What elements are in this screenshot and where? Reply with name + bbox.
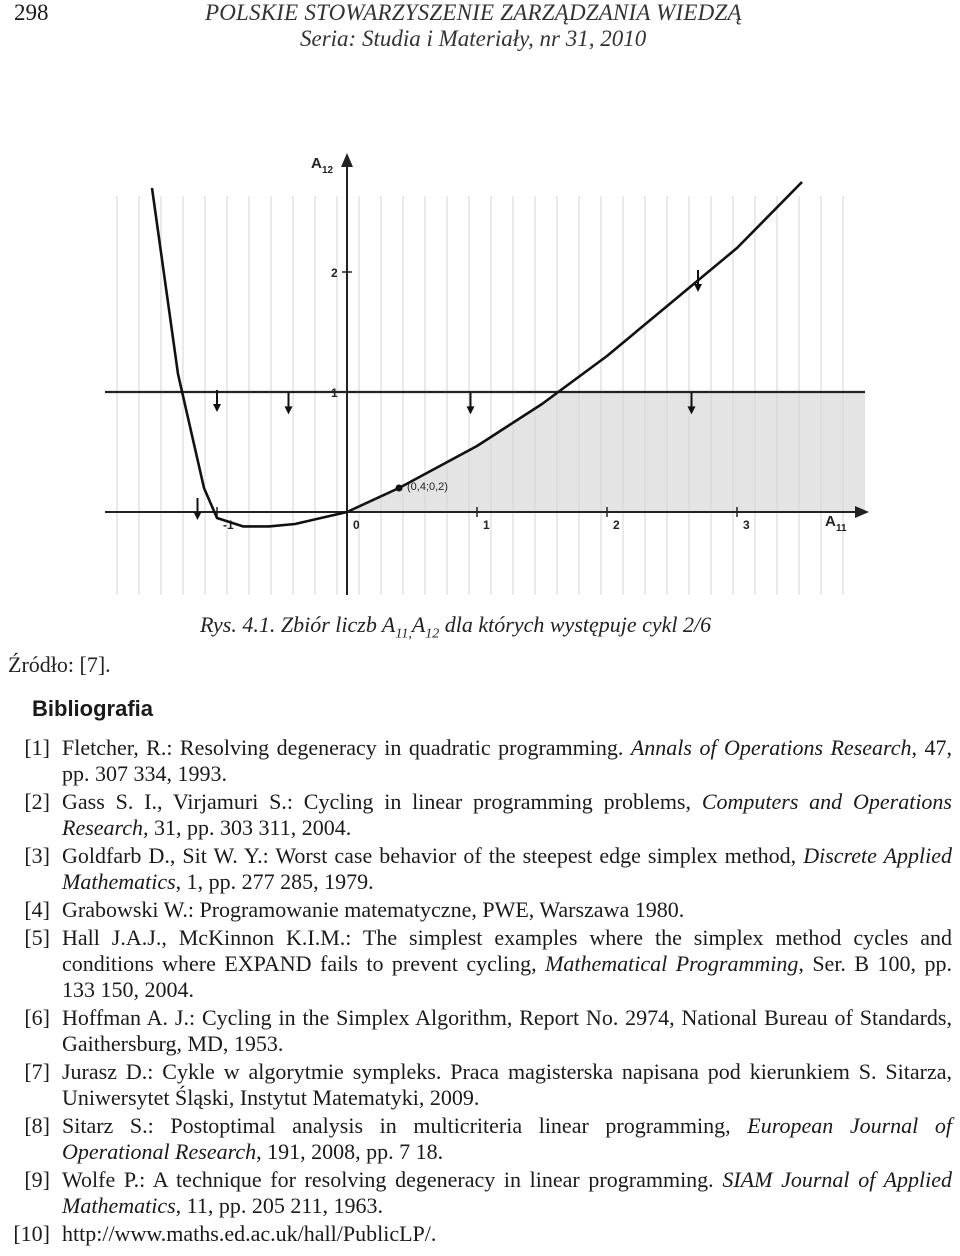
reference-item	[0, 789, 960, 841]
reference-text: http://www.maths.ed.ac.uk/hall/PublicLP/.	[62, 1221, 437, 1246]
reference-number: [2]	[24, 789, 50, 814]
direction-arrow-head	[467, 406, 475, 414]
reference-number: [4]	[24, 897, 50, 922]
reference-text: Goldfarb D., Sit W. Y.: Worst case behavior of the steepest edge simplex method, Discrete Applied Mathematics, 1, pp. 277 285, 1979.	[62, 843, 953, 894]
y-tick-label: 1	[331, 386, 338, 400]
x-tick-label: 1	[483, 518, 490, 532]
reference-journal: Discrete Applied Mathematics	[62, 843, 953, 894]
y-axis-label: A	[311, 155, 322, 172]
reference-item	[0, 735, 960, 787]
reference-number: [10]	[13, 1221, 50, 1246]
y-axis-label-sub: 12	[322, 165, 334, 176]
reference-list	[0, 735, 960, 1249]
reference-text: Grabowski W.: Programowanie matematyczne, PWE, Warszawa 1980.	[62, 897, 685, 922]
cycle-region-chart	[95, 150, 875, 600]
reference-text: Gass S. I., Virjamuri S.: Cycling in linear programming problems, Computers and Operations Research, 31, pp. 303 311, 2004.	[62, 789, 952, 840]
reference-item	[0, 843, 960, 895]
direction-arrow-head	[194, 512, 202, 520]
direction-arrow-head	[213, 404, 221, 412]
reference-item	[0, 897, 960, 923]
reference-text: Fletcher, R.: Resolving degeneracy in quadratic programming. Annals of Operations Research, 47, pp. 307 334, 1993.	[62, 735, 952, 786]
reference-text: Jurasz D.: Cykle w algorytmie sympleks. Praca magisterska napisana pod kierunkiem S. Sitarza, Uniwersytet Śląski, Instytut Matematyki, 2009.	[62, 1059, 952, 1110]
page-number: 298	[14, 0, 49, 25]
reference-text: Sitarz S.: Postoptimal analysis in multicriteria linear programming, European Journal of Operational Research, 191, 2008, pp. 7 18.	[62, 1113, 953, 1164]
x-tick-label: 2	[613, 518, 620, 532]
reference-item	[0, 1221, 960, 1247]
x-axis-label: A	[825, 513, 836, 530]
y-tick-label: 2	[331, 266, 338, 280]
reference-item	[0, 1167, 960, 1219]
reference-journal: SIAM Journal of Applied Mathematics	[62, 1167, 953, 1218]
reference-item	[0, 1005, 960, 1057]
reference-item	[0, 1113, 960, 1165]
reference-text: Hoffman A. J.: Cycling in the Simplex Algorithm, Report No. 2974, National Bureau of Standards, Gaithersburg, MD, 1953.	[62, 1005, 952, 1056]
reference-number: [6]	[24, 1005, 50, 1030]
reference-text: Hall J.A.J., McKinnon K.I.M.: The simplest examples where the simplex method cycles and conditions where EXPAND fails to prevent cycling, Mathematical Programming, Ser. B 100, pp. 133 150, 2004.	[62, 925, 952, 1002]
reference-journal: Computers and Operations Research,	[62, 789, 952, 840]
x-tick-label: 3	[743, 518, 750, 532]
journal-series: Seria: Studia i Materiały, nr 31, 2010	[300, 26, 647, 51]
reference-number: [9]	[24, 1167, 50, 1192]
reference-journal: Mathematical Programming	[545, 951, 799, 976]
direction-arrow-head	[694, 284, 702, 292]
figure-caption: Rys. 4.1. Zbiór liczb $A_{11,}A_{12}$ dla których występuje cykl 2/6	[200, 612, 712, 642]
reference-journal: Annals of Operations Research	[630, 735, 912, 760]
reference-number: [5]	[24, 925, 50, 950]
reference-number: [7]	[24, 1059, 50, 1084]
x-tick-label: 0	[353, 518, 360, 532]
x-tick-label: -1	[223, 518, 234, 532]
reference-number: [3]	[24, 843, 50, 868]
bibliography-heading: Bibliografia	[32, 696, 154, 721]
marked-point	[396, 485, 403, 492]
reference-journal: European Journal of Operational Research	[62, 1113, 953, 1164]
reference-number: [8]	[24, 1113, 50, 1138]
marked-point-label: (0,4;0,2)	[407, 481, 448, 493]
journal-title: POLSKIE STOWARZYSZENIE ZARZĄDZANIA WIEDZĄ	[205, 0, 742, 25]
y-axis-arrow	[341, 153, 353, 167]
reference-number: [1]	[24, 735, 50, 760]
x-axis-label-sub: 11	[836, 523, 847, 534]
reference-item	[0, 1059, 960, 1111]
direction-arrow-head	[285, 406, 293, 414]
reference-item	[0, 925, 960, 1003]
reference-text: Wolfe P.: A technique for resolving degeneracy in linear programming. SIAM Journal of Applied Mathematics, 11, pp. 205 211, 1963.	[62, 1167, 953, 1218]
figure-source: Źródło: [7].	[8, 652, 111, 677]
